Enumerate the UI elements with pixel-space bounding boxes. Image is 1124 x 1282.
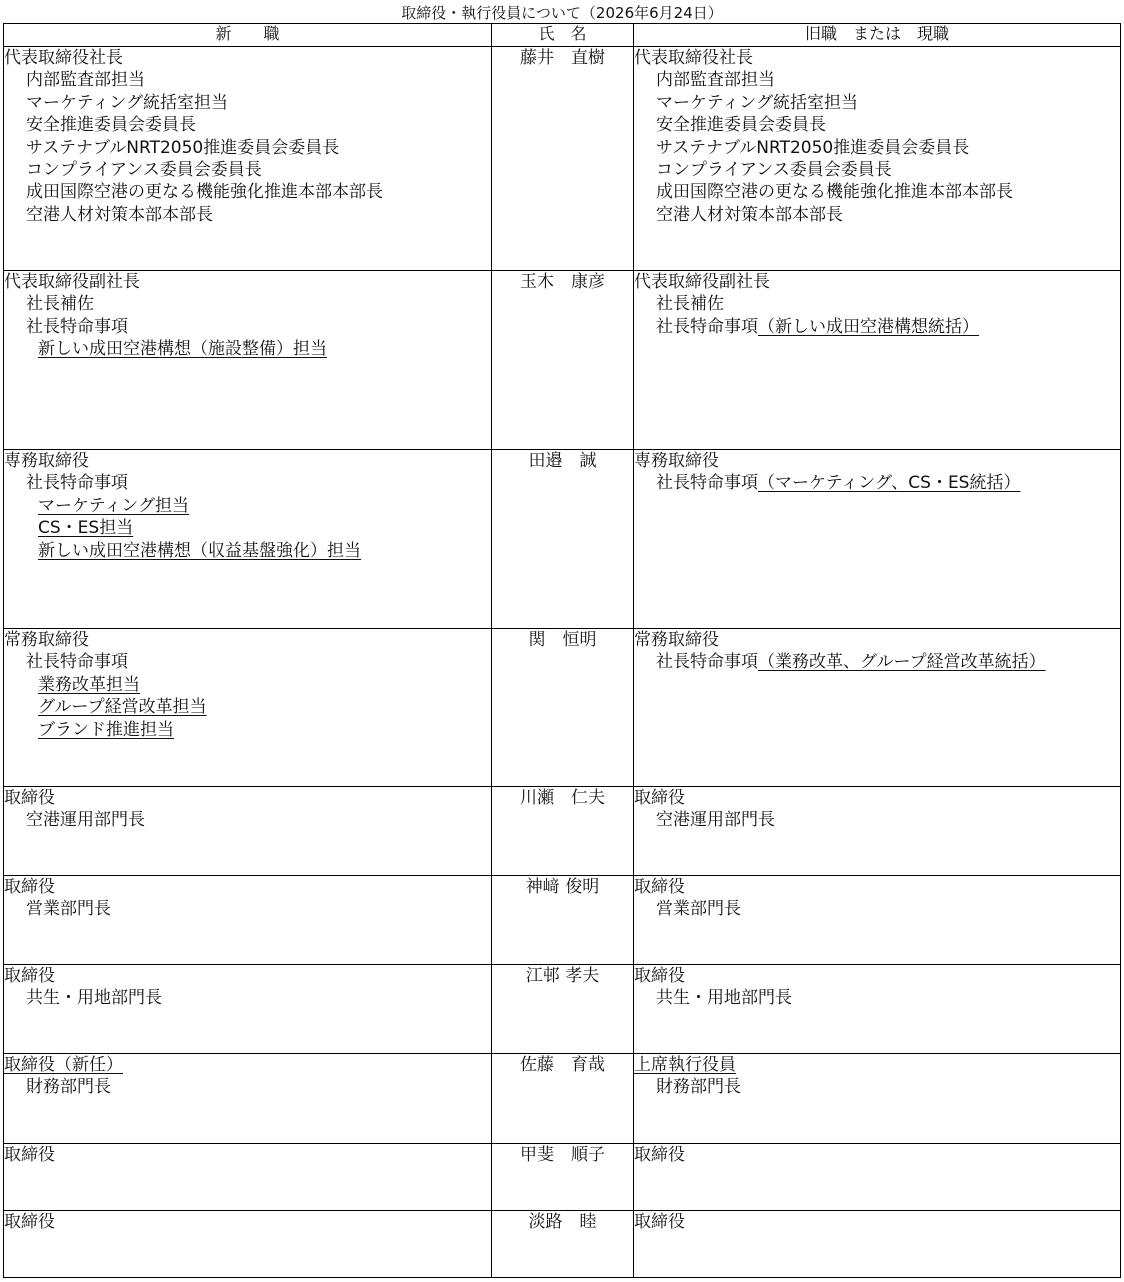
previous-post-cell [634,1211,1121,1278]
officer-row [4,1211,1121,1278]
officer-row [4,47,1121,271]
prev-line-text: 安全推進委員会委員長 [656,115,826,136]
prev-line [634,898,1120,920]
previous-post-cell [634,1054,1121,1144]
new-line-text: CS・ES担当 [38,518,134,539]
prev-line [634,181,1120,203]
prev-line [634,1076,1120,1098]
new-line [4,271,491,293]
prev-line [634,472,1120,494]
prev-line-text: 共生・用地部門長 [656,988,792,1009]
new-line [4,69,491,91]
prev-line-text: 社長特命事項 [656,316,758,337]
officer-row [4,629,1121,787]
officer-name: 淡路 睦 [492,1211,634,1278]
prev-line-text: 社長補佐 [656,294,724,315]
new-line-text: 空港運用部門長 [26,810,145,831]
new-line-text: ブランド推進担当 [38,719,174,740]
new-line [4,809,491,831]
officer-name: 玉木 康彦 [492,271,634,450]
new-line [4,159,491,181]
new-line-text: 代表取締役社長 [4,48,123,68]
new-line [4,181,491,203]
new-line-text: 取締役 [4,966,55,986]
officer-name: 甲斐 順子 [492,1144,634,1211]
new-line-text: コンプライアンス委員会委員長 [26,160,262,181]
new-post-cell [4,47,492,271]
new-line-text: 取締役 [4,1145,55,1165]
prev-line-text: 取締役 [634,788,685,808]
new-line-text: グループ経営改革担当 [38,697,207,718]
prev-line [634,137,1120,159]
new-line [4,898,491,920]
officer-row [4,1054,1121,1144]
prev-line [634,987,1120,1009]
new-line-text: 取締役 [4,877,55,897]
previous-post-cell [634,47,1121,271]
prev-line [634,629,1120,651]
officer-row [4,271,1121,450]
new-line [4,1211,491,1233]
new-post-cell [4,1054,492,1144]
header-new-post: 新 職 [4,24,492,47]
header-name: 氏 名 [492,24,634,47]
previous-post-cell [634,450,1121,629]
prev-line [634,450,1120,472]
new-line-text: 共生・用地部門長 [26,988,162,1009]
prev-line [634,114,1120,136]
prev-line [634,876,1120,898]
new-line [4,137,491,159]
officer-rows [4,47,1121,1278]
prev-line-suffix: （新しい成田空港構想統括） [758,316,979,337]
new-line [4,517,491,539]
new-line [4,472,491,494]
prev-line [634,204,1120,226]
new-line-text: 安全推進委員会委員長 [26,115,196,136]
prev-line-suffix: （業務改革、グループ経営改革統括） [758,652,1046,673]
new-line [4,495,491,517]
new-line [4,696,491,718]
prev-line-text: 常務取締役 [634,630,719,650]
new-line [4,987,491,1009]
prev-line [634,47,1120,69]
officer-name: 田邉 誠 [492,450,634,629]
new-line [4,674,491,696]
prev-line-text: 取締役 [634,1145,685,1165]
officer-name: 藤井 直樹 [492,47,634,271]
document-title: 取締役・執行役員について（2026年6月24日） [401,4,723,22]
previous-post-cell [634,1144,1121,1211]
new-line [4,1054,491,1076]
prev-line-text: 上席執行役員 [634,1055,736,1075]
prev-line [634,271,1120,293]
new-line [4,540,491,562]
prev-line [634,92,1120,114]
new-line-text: 業務改革担当 [38,674,140,695]
officer-name: 江邨 孝夫 [492,965,634,1054]
new-line-text: 社長特命事項 [26,316,128,337]
previous-post-cell [634,271,1121,450]
new-line-text: 新しい成田空港構想（収益基盤強化）担当 [38,540,361,561]
officer-row [4,450,1121,629]
new-line-text: 新しい成田空港構想（施設整備）担当 [38,339,327,360]
officer-row [4,965,1121,1054]
new-line-text: サステナブルNRT2050推進委員会委員長 [26,137,340,158]
officer-name: 関 恒明 [492,629,634,787]
new-line [4,787,491,809]
new-line-text: 空港人材対策本部本部長 [26,204,213,225]
new-line [4,876,491,898]
prev-line [634,809,1120,831]
prev-line-text: 社長特命事項 [656,652,758,673]
new-line-text: 社長補佐 [26,294,94,315]
prev-line [634,293,1120,315]
new-line [4,204,491,226]
prev-line-text: マーケティング統括室担当 [656,92,858,113]
new-line [4,965,491,987]
prev-line [634,159,1120,181]
prev-line-text: 専務取締役 [634,451,719,471]
new-line-text: 常務取締役 [4,630,89,650]
prev-line [634,965,1120,987]
new-post-cell [4,629,492,787]
new-line [4,629,491,651]
previous-post-cell [634,876,1121,965]
new-post-cell [4,965,492,1054]
new-line-text: 取締役 [4,788,55,808]
new-line [4,92,491,114]
new-line [4,47,491,69]
officer-table [3,23,1121,1278]
new-post-cell [4,876,492,965]
new-line-text: 代表取締役副社長 [4,272,140,292]
previous-post-cell [634,787,1121,876]
new-line [4,450,491,472]
new-line-text: 取締役 [4,1212,55,1232]
prev-line-text: 成田国際空港の更なる機能強化推進本部本部長 [656,182,1013,203]
new-post-cell [4,450,492,629]
new-line-text: 専務取締役 [4,451,89,471]
new-post-cell [4,787,492,876]
prev-line-text: 内部監査部担当 [656,70,775,91]
new-line [4,316,491,338]
prev-line [634,316,1120,338]
officer-name: 佐藤 育哉 [492,1054,634,1144]
prev-line-text: 取締役 [634,877,685,897]
new-line [4,1144,491,1166]
prev-line-text: 社長特命事項 [656,473,758,494]
previous-post-cell [634,629,1121,787]
officer-name: 神﨑 俊明 [492,876,634,965]
new-line-text: 社長特命事項 [26,473,128,494]
prev-line-text: サステナブルNRT2050推進委員会委員長 [656,137,970,158]
previous-post-cell [634,965,1121,1054]
officer-row [4,876,1121,965]
prev-line [634,651,1120,673]
prev-line [634,787,1120,809]
prev-line-text: 空港運用部門長 [656,810,775,831]
prev-line [634,1144,1120,1166]
prev-line-text: コンプライアンス委員会委員長 [656,160,892,181]
officer-row [4,787,1121,876]
header-row [4,24,1121,47]
new-line-text: 取締役（新任） [4,1055,123,1075]
prev-line-text: 代表取締役副社長 [634,272,770,292]
new-post-cell [4,1144,492,1211]
prev-line-text: 空港人材対策本部本部長 [656,204,843,225]
new-post-cell [4,271,492,450]
new-line [4,651,491,673]
officer-row [4,1144,1121,1211]
new-line [4,114,491,136]
new-line-text: マーケティング統括室担当 [26,92,228,113]
new-line-text: マーケティング担当 [38,495,189,516]
new-line [4,338,491,360]
prev-line-text: 財務部門長 [656,1077,741,1098]
new-line-text: 内部監査部担当 [26,70,145,91]
new-line-text: 営業部門長 [26,899,111,920]
prev-line-text: 取締役 [634,966,685,986]
prev-line-suffix: （マーケティング、CS・ES統括） [758,473,1021,494]
new-post-cell [4,1211,492,1278]
new-line-text: 成田国際空港の更なる機能強化推進本部本部長 [26,182,383,203]
prev-line [634,69,1120,91]
new-line [4,1076,491,1098]
prev-line-text: 代表取締役社長 [634,48,753,68]
prev-line-text: 営業部門長 [656,899,741,920]
officer-name: 川瀬 仁夫 [492,787,634,876]
prev-line [634,1054,1120,1076]
new-line [4,719,491,741]
new-line [4,293,491,315]
new-line-text: 社長特命事項 [26,652,128,673]
prev-line-text: 取締役 [634,1212,685,1232]
new-line-text: 財務部門長 [26,1077,111,1098]
prev-line [634,1211,1120,1233]
header-previous-post: 旧職 または 現職 [634,24,1121,47]
